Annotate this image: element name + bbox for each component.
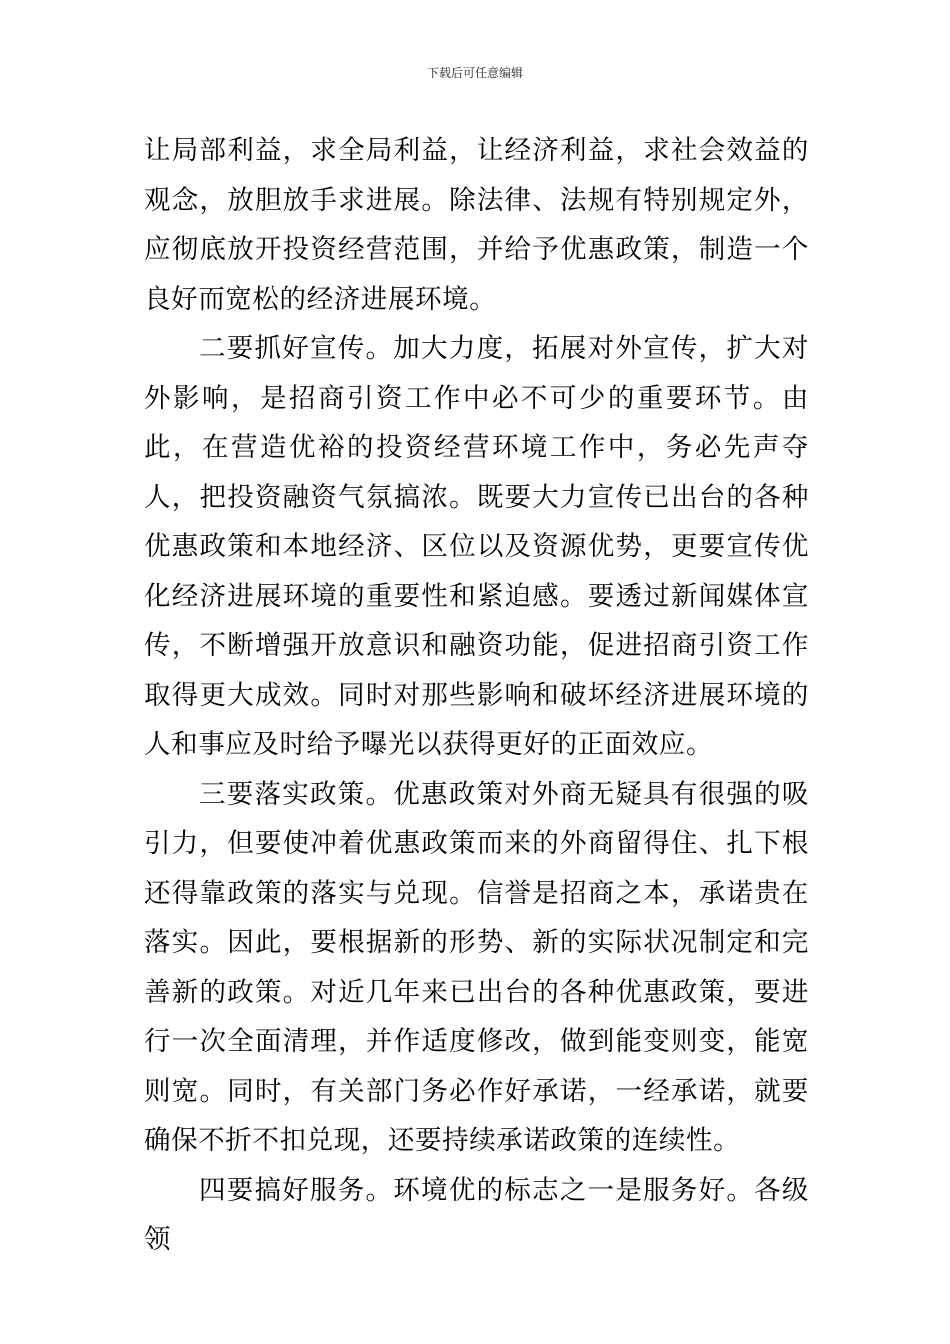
paragraph-policy: 三要落实政策。优惠政策对外商无疑具有很强的吸引力，但要使冲着优惠政策而来的外商留得住、扎下根还得靠政策的落实与兑现。信誉是招商之本，承诺贵在落实。因此，要根据新的形势、新的实际状况制定和完善新的政策。对近几年来已出台的各种优惠政策，要进行一次全面清理，并作适度修改，做到能变则变，能宽则宽。同时，有关部门务必作好承诺，一经承诺，就要确保不折不扣兑现，还要持续承诺政策的连续性。	[144, 778, 809, 1156]
page-header: 下载后可任意编辑	[426, 66, 523, 80]
paragraph-publicity: 二要抓好宣传。加大力度，拓展对外宣传，扩大对外影响，是招商引资工作中必不可少的重要环节。由此，在营造优裕的投资经营环境工作中，务必先声夺人，把投资融资气氛搞浓。既要大力宣传已出台的各种优惠政策和本地经济、区位以及资源优势，更要宣传优化经济进展环境的重要性和紧迫感。要透过新闻媒体宣传，不断增强开放意识和融资功能，促进招商引资工作取得更大成效。同时对那些影响和破坏经济进展环境的人和事应及时给予曝光以获得更好的正面效应。	[144, 333, 809, 760]
document-body	[144, 126, 809, 1265]
paragraph-service: 四要搞好服务。环境优的标志之一是服务好。各级领	[144, 1174, 809, 1255]
paragraph-continued: 让局部利益，求全局利益，让经济利益，求社会效益的观念，放胆放手求进展。除法律、法规有特别规定外，应彻底放开投资经营范围，并给予优惠政策，制造一个良好而宽松的经济进展环境。	[144, 135, 809, 315]
